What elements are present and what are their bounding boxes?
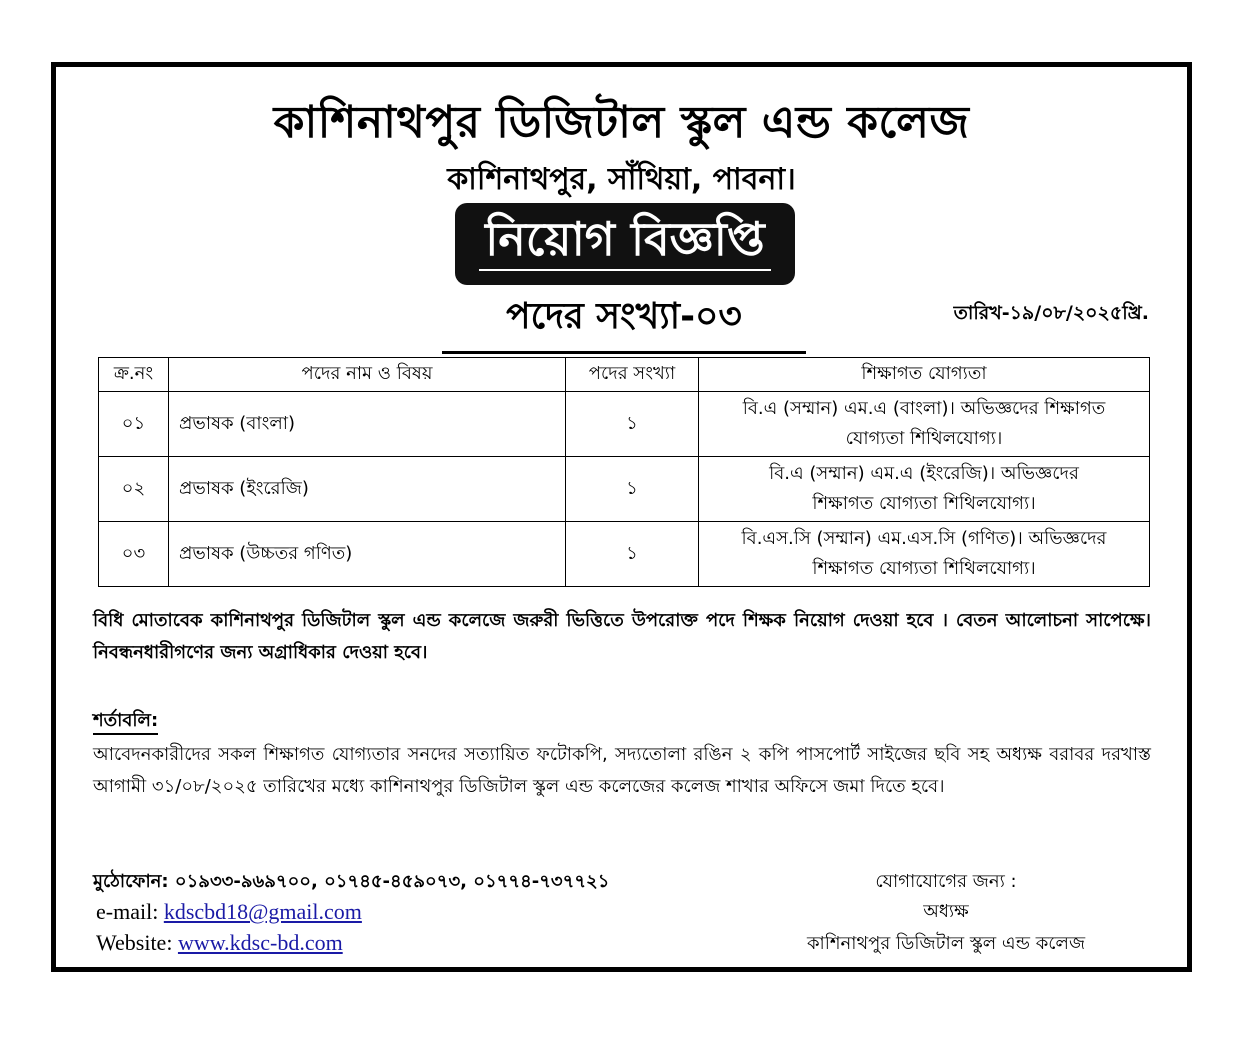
notice-title: নিয়োগ বিজ্ঞপ্তি — [479, 211, 770, 271]
vacancy-table — [98, 357, 1150, 587]
table-header-row — [99, 358, 1150, 392]
qualification-line: শিক্ষাগত যোগ্যতা শিথিলযোগ্য। — [812, 493, 1036, 514]
header-post-name: পদের নাম ও বিষয় — [169, 358, 566, 392]
row-post-name: প্রভাষক (ইংরেজি) — [169, 457, 566, 522]
header-qualification: শিক্ষাগত যোগ্যতা — [699, 358, 1150, 392]
contact-title: যোগাযোগের জন্য : — [875, 871, 1017, 892]
institution-title: কাশিনাথপুর ডিজিটাল স্কুল এন্ড কলেজ — [273, 97, 970, 148]
institution-address: কাশিনাথপুর, সাঁথিয়া, পাবনা। — [447, 162, 796, 197]
row-qualification — [699, 392, 1150, 457]
row-serial: ০৩ — [99, 522, 169, 587]
row-post-count: ১ — [566, 392, 699, 457]
header-post-count: পদের সংখ্যা — [566, 358, 699, 392]
contact-role: অধ্যক্ষ — [923, 901, 969, 922]
row-post-count: ১ — [566, 522, 699, 587]
row-post-name: প্রভাষক (বাংলা) — [169, 392, 566, 457]
post-count-heading: পদের সংখ্যা-০৩ — [442, 289, 806, 354]
qualification-line: যোগ্যতা শিথিলযোগ্য। — [845, 428, 1003, 449]
row-post-name: প্রভাষক (উচ্চতর গণিত) — [169, 522, 566, 587]
qualification-line: বি.এ (সম্মান) এম.এ (ইংরেজি)। অভিজ্ঞদের — [769, 463, 1079, 484]
notice-date: তারিখ-১৯/০৮/২০২৫খ্রি. — [953, 302, 1149, 324]
website-label: Website: — [96, 930, 173, 955]
terms-paragraph: আবেদনকারীদের সকল শিক্ষাগত যোগ্যতার সনদের সত্যায়িত ফটোকপি, সদ্যতোলা রঙিন ২ কপি পাসপোর্ট সাইজের ছবি সহ অধ্যক্ষ বরাবর দরখাস্ত আগামী ৩১/০৮/২০২৫ তারিখের মধ্যে কাশিনাথপুর ডিজিটাল স্কুল এন্ড কলেজের কলেজ শাখার অফিসে জমা দিতে হবে। — [93, 744, 1151, 797]
contact-organization: কাশিনাথপুর ডিজিটাল স্কুল এন্ড কলেজ — [806, 933, 1086, 954]
email-label: e-mail: — [96, 899, 159, 924]
phone-numbers: মুঠোফোন: ০১৯৩৩-৯৬৯৭০০, ০১৭৪৫-৪৫৯০৭৩, ০১৭৭৪-৭৩৭৭২১ — [93, 871, 610, 892]
notice-title-box — [455, 203, 795, 285]
table-row — [99, 457, 1150, 522]
intro-paragraph: বিধি মোতাবেক কাশিনাথপুর ডিজিটাল স্কুল এন্ড কলেজে জরুরী ভিত্তিতে উপরোক্ত পদে শিক্ষক নিয়োগ দেওয়া হবে । বেতন আলোচনা সাপেক্ষে। নিবন্ধনধারীগণের জন্য অগ্রাধিকার দেওয়া হবে। — [93, 610, 1151, 663]
notice-frame — [51, 62, 1192, 972]
email-line — [96, 899, 362, 925]
table-row — [99, 522, 1150, 587]
terms-title: শর্তাবলি: — [93, 709, 158, 735]
row-qualification — [699, 457, 1150, 522]
qualification-line: বি.এস.সি (সম্মান) এম.এস.সি (গণিত)। অভিজ্ঞদের — [741, 528, 1107, 549]
header-serial: ক্র.নং — [99, 358, 169, 392]
website-line — [96, 930, 343, 956]
website-link[interactable]: www.kdsc-bd.com — [177, 930, 343, 955]
qualification-line: শিক্ষাগত যোগ্যতা শিথিলযোগ্য। — [812, 558, 1036, 579]
email-link[interactable]: kdscbd18@gmail.com — [163, 899, 362, 924]
row-serial: ০১ — [99, 392, 169, 457]
row-post-count: ১ — [566, 457, 699, 522]
row-qualification — [699, 522, 1150, 587]
table-row — [99, 392, 1150, 457]
qualification-line: বি.এ (সম্মান) এম.এ (বাংলা)। অভিজ্ঞদের শিক্ষাগত — [742, 398, 1106, 419]
row-serial: ০২ — [99, 457, 169, 522]
